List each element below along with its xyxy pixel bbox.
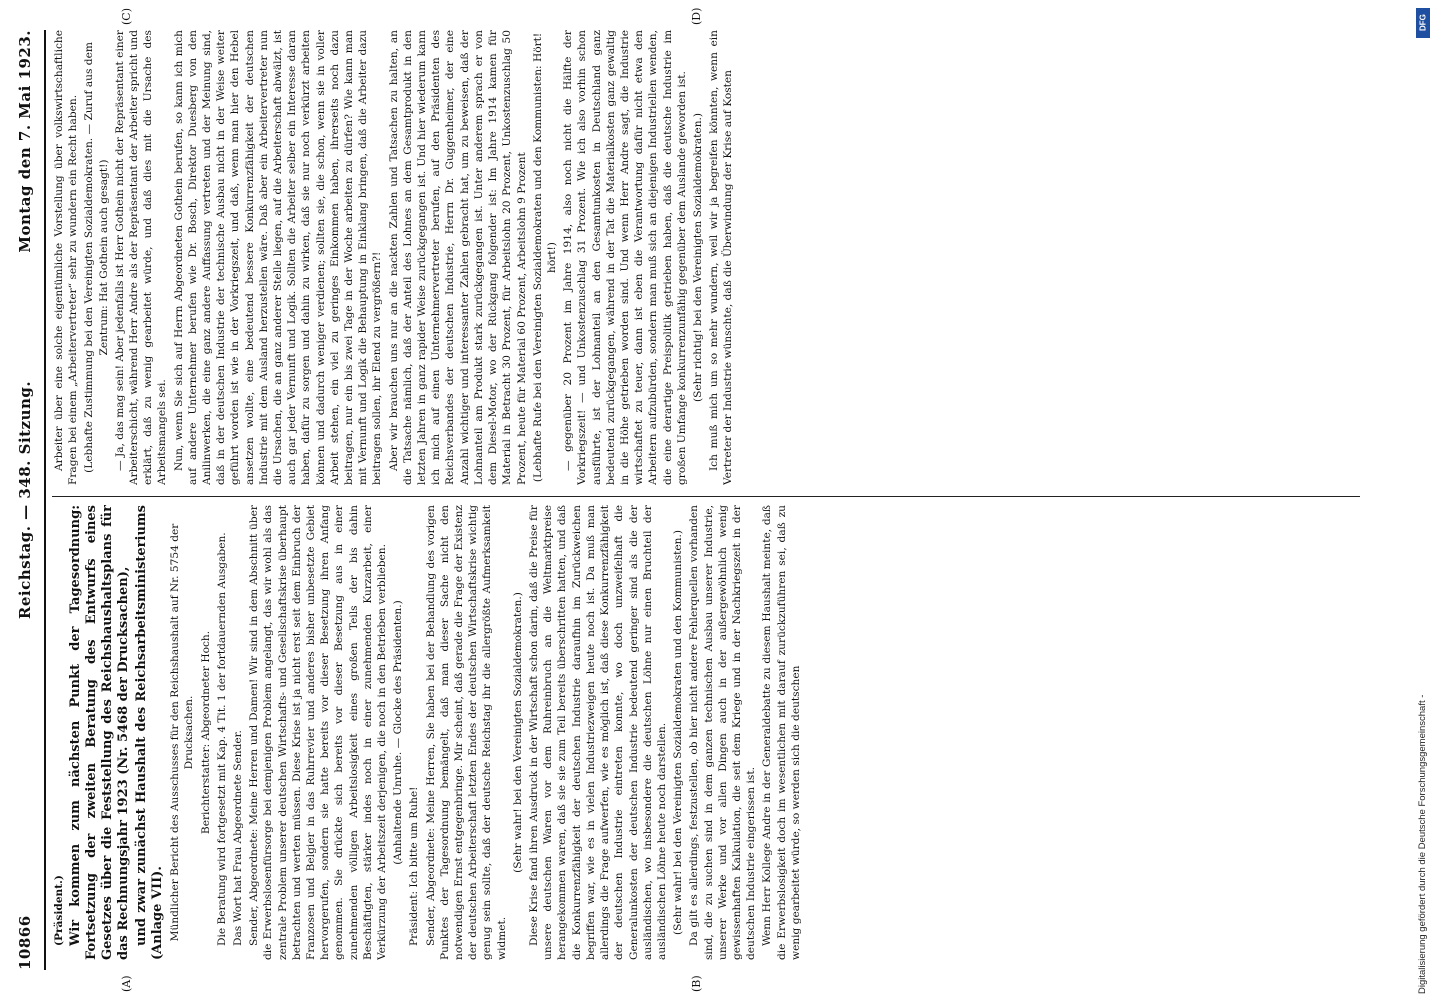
paragraph: (Sehr wahr! bei den Vereinigten Sozialdemokraten und den Kommunisten.) bbox=[672, 530, 685, 935]
paragraph: Präsident: Ich bitte um Ruhe! bbox=[408, 786, 421, 946]
margin-marker-d: (D) bbox=[690, 7, 703, 25]
paragraph: Arbeiter über eine solche eigentümliche Vorstellung über volkswirtschaftliche Fragen bei einem „Arbeitervertreter“ sehr zu wundern ein Recht haben. bbox=[53, 30, 80, 485]
paragraph: (Anhaltende Unruhe. — Glocke des Präsidenten.) bbox=[392, 600, 405, 865]
paragraph: Nun, wenn Sie sich auf Herrn Abgeordneten Gothein berufen, so kann ich mich auf andere Unternehmer berufen wie Dr. Bosch, Direktor Duesberg von den Anilinwerken, die eine ganz andere Auffassung vertreten und der Meinung sind, daß in der deutschen Industrie der technische Ausbau nicht in der Weise weiter geführt worden ist wie in der Vorkriegszeit, und daß, wenn man hier den Hebel ansetzen wollte, eine bedeutend bessere Konkurrenzfähigkeit der deutschen Industrie mit dem Ausland herzustellen wäre. Daß aber ein Arbeitervertreter nun die Ursachen, die an ganz anderer Stelle liegen, auf die Arbeiterschaft abwälzt, ist auch gar jeder Vernunft und Logik. Sollten die Arbeiter selber ein Interesse daran haben, dafür zu sorgen und dahin zu wirken, daß sie nur noch verkürzt arbeiten können und dadurch weniger verdienen; sollten sie, die schon, wenn sie in voller Arbeit stehen, ein viel zu geringes Einkommen haben, ihrerseits noch dazu beitragen, nur ein bis zwei Tage in der Woche arbeiten zu dürfen? Wie kann man mit Vernunft und Logik die Behauptung in Einklang bringen, daß die Arbeiter dazu beitragen sollen, ihr Elend zu vergrößern?! bbox=[172, 30, 384, 485]
paragraph: Da gilt es allerdings, festzustellen, ob hier nicht andere Fehlerquellen vorhanden sind, die zu suchen sind in dem ganzen technischen Ausbau unserer Industrie, unserer Werke und vor allen Dingen auch in der außergewöhnlich wenig gewissenhaften Kalkulation, die seit dem Kriege und in der Nachkriegszeit in der deutschen Industrie eingerissen ist. bbox=[688, 505, 758, 960]
paragraph: (Lebhafte Rufe bei den Vereinigten Sozialdemokraten und den Kommunisten: Hört! hört!) bbox=[531, 32, 558, 483]
paragraph: Sender, Abgeordnete: Meine Herren, Sie haben bei der Behandlung des vorigen Punktes der Tagesordnung bemängelt, daß man dieser Sache nicht den notwendigen Ernst entgegenbringe. Mir scheint, daß gerade die Frage der Existenz der deutschen Arbeiterschaft letzten Endes der deutschen Wirtschaftskrise wichtig genug sein sollte, daß der deutsche Reichstag ihr die allergrößte Aufmerksamkeit widmet. bbox=[424, 505, 508, 960]
margin-marker-a: (A) bbox=[120, 975, 133, 992]
left-text-column bbox=[52, 505, 1360, 960]
session-date: Montag den 7. Mai 1923. bbox=[16, 30, 34, 253]
paragraph: — Ja, das mag sein! Aber jedenfalls ist Herr Gothein nicht der Repräsentant einer Arbeiterschicht, während Herr Andre als der Repräsentant der Arbeiter spricht und erklärt, daß zu wenig gearbeitet würde, und daß dies mit die Ursache des Arbeitsmangels sei. bbox=[113, 30, 169, 485]
session-title: Reichstag. — 348. Sitzung. bbox=[16, 380, 34, 620]
margin-marker-b: (B) bbox=[690, 975, 703, 992]
column-divider bbox=[52, 496, 1360, 497]
paragraph: und zwar zunächst Haushalt des Reichsarbeitsministeriums (Anlage VII). bbox=[134, 505, 166, 960]
paragraph: Aber wir brauchen uns nur an die nackten Zahlen und Tatsachen zu halten, an die Tatsache nämlich, daß der Anteil des Lohnes an dem Gesamtprodukt in den letzten Jahren in ganz rapider Weise zurückgegangen ist. Und hier wiederum kann ich mich auf einen Unternehmervertreter berufen, auf den Präsidenten des Reichsverbandes der deutschen Industrie, Herrn Dr. Guggenheimer, der eine Anzahl wichtiger und interessanter Zahlen gebracht hat, um zu beweisen, daß der Lohnanteil am Produkt stark zurückgegangen ist. Unter anderem sprach er von dem Diesel-Motor, wo der Rückgang folgender ist: Im Jahre 1914 kamen für Material in Betracht 30 Prozent, für Arbeitslohn 20 Prozent, Unkostenzuschlag 50 Prozent, heute für Material 60 Prozent, Arbeitslohn 9 Prozent bbox=[387, 30, 528, 485]
credit-text: Digitalisierung gefördert durch die Deutsche Forschungsgemeinschaft - bbox=[1417, 694, 1428, 994]
right-text-column bbox=[52, 30, 1360, 485]
margin-marker-c: (C) bbox=[120, 8, 133, 25]
paragraph: Sender, Abgeordnete: Meine Herren und Damen! Wir sind in dem Abschnitt über die Erwerbslosenfürsorge bei demjenigen Problem angelangt, das wir wohl als das zentrale Problem unserer deutschen Wirtschafts- und Gesellschaftskrise überhaupt betrachten und werten müssen. Diese Krise ist ja nicht erst seit dem Einbruch der Franzosen und Belgier in das Ruhrrevier und anderes bisher unbesetzte Gebiet hervorgerufen, sondern sie hatte bereits vor dieser Besetzung ihren Anfang genommen. Sie drückte sich bereits vor dieser Besetzung aus in einer zunehmenden völligen Arbeitslosigkeit eines großen Teils der bis dahin Beschäftigten, stärker indes noch in einer zunehmenden Kurzarbeit, einer Verkürzung der Arbeitszeit derjenigen, die noch in den Betrieben verblieben. bbox=[248, 505, 389, 960]
paragraph: — gegenüber 20 Prozent im Jahre 1914, also noch nicht die Hälfte der Vorkriegszeit! — und Unkostenzuschlag 31 Prozent. Wie ich also vorhin schon ausführte, ist der Lohnanteil an den Gesamtunkosten in Deutschland ganz bedeutend zurückgegangen, während in der Tat die Materialkosten ganz gewaltig in die Höhe getrieben worden sind. Und wenn Herr Andre sagt, die Industrie wirtschaftet zu teuer, dann ist eben die Verantwortung dafür nicht etwa den Arbeitern aufzubürden, sondern man muß sich an diejenigen Industriellen wenden, die eine derartige Preispolitik getrieben haben, daß die deutsche Industrie im großen Umfange konkurrenzunfähig gegenüber dem Auslande geworden ist. bbox=[562, 30, 688, 485]
paragraph: Mündlicher Bericht des Ausschusses für den Reichshaushalt auf Nr. 5754 der Drucksachen. bbox=[169, 523, 196, 942]
paragraph: (Lebhafte Zustimmung bei den Vereinigten Sozialdemokraten. — Zuruf aus dem Zentrum: Hat Gothein auch gesagt!) bbox=[83, 42, 110, 473]
paragraph: Wir kommen zum nächsten Punkt der Tagesordnung: Fortsetzung der zweiten Beratung des Entwurfs eines Gesetzes über die Feststellung des Reichshaushaltsplans für das Rechnungsjahr 1923 (Nr. 5468 der Drucksachen), bbox=[68, 505, 132, 960]
dfg-logo: DFG bbox=[1416, 8, 1430, 38]
paragraph: Wenn Herr Kollege Andre in der Generaldebatte zu diesem Haushalt meinte, daß die Erwerbslosigkeit doch im wesentlichen mit darauf zurückzuführen sei, daß zu wenig gearbeitet würde, so werden sich die deutschen bbox=[761, 505, 802, 960]
paragraph: Berichterstatter: Abgeordneter Hoch. bbox=[199, 630, 212, 835]
paragraph: Die Beratung wird fortgesetzt mit Kap. 4 Tit. 1 der fortdauernden Ausgaben. bbox=[215, 532, 228, 946]
paragraph: (Sehr wahr! bei den Vereinigten Sozialdemokraten.) bbox=[511, 592, 524, 873]
credit-strip bbox=[1412, 0, 1434, 1000]
paragraph: Ich muß mich um so mehr wundern, weil wir ja begreifen könnten, wenn ein Vertreter der Industrie wünschte, daß die Überwindung der Krise auf Kosten bbox=[708, 30, 735, 485]
paragraph: (Sehr richtig! bei den Vereinigten Sozialdemokraten.) bbox=[691, 112, 704, 403]
page-header bbox=[10, 30, 46, 970]
paragraph: Diese Krise fand ihren Ausdruck in der Wirtschaft schon darin, daß die Preise für unsere deutschen Waren vor dem Ruhreinbruch an die Weltmarktpreise herangekommen waren, daß sie sie zum Teil bereits überschritten hatten, und daß die Konkurrenzfähigkeit der deutschen Industrie daraufhin im Zurückweichen begriffen war, wie es in vielen Industriezweigen heute noch ist. Da muß man allerdings die Frage aufwerfen, wie es möglich ist, daß diese Konkurrenzfähigkeit der deutschen Industrie eintreten konnte, wo doch unzweifelhaft die Generalunkosten der deutschen Industrie bedeutend geringer sind als die der ausländischen, wo insbesondere die deutschen Löhne nur einen Bruchteil der ausländischen Löhne heute noch darstellen. bbox=[528, 505, 668, 960]
paragraph: Das Wort hat Frau Abgeordnete Sender. bbox=[232, 730, 245, 946]
page-number: 10866 bbox=[16, 915, 34, 970]
paragraph: (Präsident.) bbox=[53, 875, 65, 946]
